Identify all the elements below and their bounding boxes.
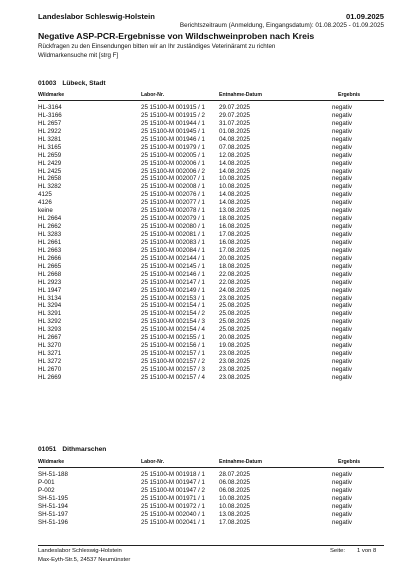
cell-ergebnis: negativ xyxy=(332,334,352,342)
table-row xyxy=(38,519,384,527)
cell-ergebnis: negativ xyxy=(332,143,352,151)
cell-entnahme-datum: 04.08.2025 xyxy=(219,135,250,143)
cell-entnahme-datum: 14.08.2025 xyxy=(219,199,250,207)
cell-wildmarke: HL 2661 xyxy=(38,238,62,246)
cell-wildmarke: HL 2668 xyxy=(38,270,62,278)
cell-wildmarke: HL 3134 xyxy=(38,294,62,302)
report-note: Rückfragen zu den Einsendungen bitten wir an Ihr zuständiges Veterinäramt zu richten xyxy=(38,43,276,50)
cell-labor-nr: 25 15100-M 002149 / 1 xyxy=(141,286,205,294)
cell-wildmarke: HL 2429 xyxy=(38,159,62,167)
cell-ergebnis: negativ xyxy=(332,254,352,262)
cell-entnahme-datum: 10.08.2025 xyxy=(219,494,250,502)
cell-labor-nr: 25 15100-M 002157 / 2 xyxy=(141,358,205,365)
table-row xyxy=(38,295,384,303)
table-row xyxy=(38,263,384,271)
cell-labor-nr: 25 15100-M 001946 / 1 xyxy=(141,135,205,143)
cell-entnahme-datum: 14.08.2025 xyxy=(219,191,250,199)
table-row xyxy=(38,104,384,112)
cell-ergebnis: negativ xyxy=(332,231,352,238)
cell-ergebnis: negativ xyxy=(332,191,352,199)
cell-entnahme-datum: 07.08.2025 xyxy=(219,143,250,151)
cell-entnahme-datum: 25.08.2025 xyxy=(219,302,250,310)
cell-ergebnis: negativ xyxy=(332,246,352,254)
cell-entnahme-datum: 28.07.2025 xyxy=(219,471,250,478)
cell-labor-nr: 25 15100-M 002006 / 1 xyxy=(141,159,205,167)
table-header xyxy=(38,91,384,101)
cell-labor-nr: 25 15100-M 002157 / 4 xyxy=(141,373,205,381)
cell-wildmarke: HL 2922 xyxy=(38,127,62,135)
table-row xyxy=(38,318,384,326)
cell-labor-nr: 25 15100-M 001944 / 1 xyxy=(141,119,205,127)
cell-entnahme-datum: 20.08.2025 xyxy=(219,254,250,262)
cell-labor-nr: 25 15100-M 002080 / 1 xyxy=(141,223,205,231)
cell-wildmarke: HL 2923 xyxy=(38,278,62,286)
table-row xyxy=(38,175,384,183)
cell-labor-nr: 25 15100-M 001918 / 1 xyxy=(141,471,205,478)
cell-labor-nr: 25 15100-M 002155 / 1 xyxy=(141,334,205,342)
table-row xyxy=(38,358,384,366)
cell-wildmarke: SH-51-196 xyxy=(38,518,68,526)
cell-wildmarke: HL-3166 xyxy=(38,111,62,119)
cell-entnahme-datum: 24.08.2025 xyxy=(219,286,250,294)
cell-labor-nr: 25 15100-M 002005 / 1 xyxy=(141,151,205,159)
cell-entnahme-datum: 14.08.2025 xyxy=(219,159,250,167)
cell-wildmarke: HL 3165 xyxy=(38,143,62,151)
cell-labor-nr: 25 15100-M 002147 / 1 xyxy=(141,278,205,286)
table-row xyxy=(38,112,384,120)
cell-ergebnis: negativ xyxy=(332,135,352,143)
cell-wildmarke: HL 3291 xyxy=(38,310,62,318)
cell-wildmarke: HL 2670 xyxy=(38,365,62,373)
table-row xyxy=(38,487,384,495)
cell-entnahme-datum: 10.08.2025 xyxy=(219,175,250,183)
cell-ergebnis: negativ xyxy=(332,518,352,526)
cell-ergebnis: negativ xyxy=(332,175,352,183)
cell-wildmarke: HL 2425 xyxy=(38,167,62,175)
cell-labor-nr: 25 15100-M 002157 / 3 xyxy=(141,365,205,373)
cell-ergebnis: negativ xyxy=(332,318,352,326)
cell-ergebnis: negativ xyxy=(332,486,352,494)
col-wildmarke: Wildmarke xyxy=(38,459,65,465)
cell-ergebnis: negativ xyxy=(332,167,352,175)
cell-wildmarke: HL 3294 xyxy=(38,302,62,310)
cell-wildmarke: SH-51-194 xyxy=(38,502,68,510)
cell-entnahme-datum: 25.08.2025 xyxy=(219,318,250,326)
section-code: 01051 xyxy=(38,446,57,453)
table-row xyxy=(38,350,384,358)
cell-labor-nr: 25 15100-M 002078 / 1 xyxy=(141,207,205,215)
footer-page-label: Seite: xyxy=(330,548,346,554)
table-row xyxy=(38,231,384,239)
cell-wildmarke: HL 2669 xyxy=(38,373,62,381)
cell-entnahme-datum: 25.08.2025 xyxy=(219,310,250,318)
cell-ergebnis: negativ xyxy=(332,510,352,518)
cell-wildmarke: SH-51-188 xyxy=(38,471,68,478)
cell-labor-nr: 25 15100-M 001947 / 2 xyxy=(141,486,205,494)
col-labor-nr: Labor-Nr. xyxy=(141,459,165,465)
cell-entnahme-datum: 10.08.2025 xyxy=(219,183,250,191)
cell-wildmarke: P-002 xyxy=(38,486,55,494)
table-row xyxy=(38,279,384,287)
cell-entnahme-datum: 22.08.2025 xyxy=(219,270,250,278)
table-row xyxy=(38,479,384,487)
table-row xyxy=(38,503,384,511)
table-row xyxy=(38,511,384,519)
header-lab-name: Landeslabor Schleswig-Holstein xyxy=(38,12,155,21)
table-row xyxy=(38,144,384,152)
cell-ergebnis: negativ xyxy=(332,262,352,270)
cell-entnahme-datum: 13.08.2025 xyxy=(219,207,250,215)
cell-wildmarke: 4125 xyxy=(38,191,52,199)
table-row xyxy=(38,374,384,382)
cell-wildmarke: HL 2666 xyxy=(38,254,62,262)
table-row xyxy=(38,495,384,503)
cell-labor-nr: 25 15100-M 001971 / 1 xyxy=(141,494,205,502)
cell-entnahme-datum: 29.07.2025 xyxy=(219,104,250,111)
cell-wildmarke: HL 3270 xyxy=(38,342,62,350)
cell-labor-nr: 25 15100-M 002083 / 1 xyxy=(141,238,205,246)
cell-labor-nr: 25 15100-M 002081 / 1 xyxy=(141,231,205,238)
cell-ergebnis: negativ xyxy=(332,159,352,167)
cell-entnahme-datum: 06.08.2025 xyxy=(219,478,250,486)
table-row xyxy=(38,302,384,310)
cell-labor-nr: 25 15100-M 001945 / 1 xyxy=(141,127,205,135)
table-row xyxy=(38,183,384,191)
table-row xyxy=(38,255,384,263)
cell-wildmarke: HL 2663 xyxy=(38,246,62,254)
cell-labor-nr: 25 15100-M 002040 / 1 xyxy=(141,510,205,518)
cell-wildmarke: HL 2657 xyxy=(38,119,62,127)
table-header xyxy=(38,458,384,468)
table-row xyxy=(38,136,384,144)
cell-entnahme-datum: 29.07.2025 xyxy=(219,111,250,119)
table-row xyxy=(38,223,384,231)
section-name: Dithmarschen xyxy=(62,446,107,453)
cell-labor-nr: 25 15100-M 002144 / 1 xyxy=(141,254,205,262)
cell-entnahme-datum: 25.08.2025 xyxy=(219,326,250,334)
cell-entnahme-datum: 23.08.2025 xyxy=(219,365,250,373)
cell-ergebnis: negativ xyxy=(332,286,352,294)
table-row xyxy=(38,239,384,247)
cell-labor-nr: 25 15100-M 001915 / 2 xyxy=(141,111,205,119)
cell-labor-nr: 25 15100-M 002154 / 2 xyxy=(141,310,205,318)
cell-labor-nr: 25 15100-M 002006 / 2 xyxy=(141,167,205,175)
cell-wildmarke: HL 3293 xyxy=(38,326,62,334)
footer-page-number: 1 von 8 xyxy=(357,548,377,554)
cell-wildmarke: keine xyxy=(38,207,53,215)
col-wildmarke: Wildmarke xyxy=(38,92,65,98)
cell-entnahme-datum: 17.08.2025 xyxy=(219,231,250,238)
col-entnahme-datum: Entnahme-Datum xyxy=(219,92,262,98)
cell-labor-nr: 25 15100-M 002076 / 1 xyxy=(141,191,205,199)
table-row xyxy=(38,334,384,342)
col-entnahme-datum: Entnahme-Datum xyxy=(219,459,262,465)
cell-labor-nr: 25 15100-M 002153 / 1 xyxy=(141,294,205,302)
col-ergebnis: Ergebnis xyxy=(338,459,361,465)
cell-ergebnis: negativ xyxy=(332,223,352,231)
cell-entnahme-datum: 23.08.2025 xyxy=(219,294,250,302)
cell-entnahme-datum: 19.08.2025 xyxy=(219,342,250,350)
table-row xyxy=(38,271,384,279)
cell-wildmarke: SH-51-195 xyxy=(38,494,68,502)
footer-address: Max-Eyth-Str.5, 24537 Neumünster xyxy=(38,557,131,563)
cell-entnahme-datum: 31.07.2025 xyxy=(219,119,250,127)
cell-labor-nr: 25 15100-M 002146 / 1 xyxy=(141,270,205,278)
cell-wildmarke: 4126 xyxy=(38,199,52,207)
cell-ergebnis: negativ xyxy=(332,104,352,111)
cell-wildmarke: HL-3164 xyxy=(38,104,62,111)
cell-labor-nr: 25 15100-M 002157 / 1 xyxy=(141,350,205,358)
cell-entnahme-datum: 01.08.2025 xyxy=(219,127,250,135)
cell-labor-nr: 25 15100-M 002156 / 1 xyxy=(141,342,205,350)
table-row xyxy=(38,247,384,255)
cell-ergebnis: negativ xyxy=(332,127,352,135)
cell-labor-nr: 25 15100-M 002041 / 1 xyxy=(141,518,205,526)
cell-labor-nr: 25 15100-M 001972 / 1 xyxy=(141,502,205,510)
cell-wildmarke: HL 2664 xyxy=(38,215,62,223)
table-row xyxy=(38,168,384,176)
cell-ergebnis: negativ xyxy=(332,373,352,381)
header-date: 01.09.2025 xyxy=(345,12,384,21)
cell-wildmarke: HL 1947 xyxy=(38,286,62,294)
table-body xyxy=(38,471,384,527)
cell-ergebnis: negativ xyxy=(332,310,352,318)
cell-entnahme-datum: 10.08.2025 xyxy=(219,502,250,510)
cell-entnahme-datum: 23.08.2025 xyxy=(219,350,250,358)
table-body xyxy=(38,104,384,382)
cell-labor-nr: 25 15100-M 002007 / 1 xyxy=(141,175,205,183)
cell-wildmarke: HL 3272 xyxy=(38,358,62,365)
cell-wildmarke: HL 2667 xyxy=(38,334,62,342)
cell-ergebnis: negativ xyxy=(332,215,352,223)
cell-entnahme-datum: 20.08.2025 xyxy=(219,334,250,342)
cell-wildmarke: HL 2665 xyxy=(38,262,62,270)
cell-wildmarke: HL 2662 xyxy=(38,223,62,231)
cell-wildmarke: HL 3281 xyxy=(38,135,62,143)
footer-lab-name: Landeslabor Schleswig-Holstein xyxy=(38,548,122,554)
cell-wildmarke: HL 2659 xyxy=(38,151,62,159)
table-row xyxy=(38,215,384,223)
cell-wildmarke: HL 2658 xyxy=(38,175,62,183)
cell-ergebnis: negativ xyxy=(332,326,352,334)
table-row xyxy=(38,287,384,295)
col-ergebnis: Ergebnis xyxy=(338,92,361,98)
table-row xyxy=(38,207,384,215)
table-row xyxy=(38,326,384,334)
cell-labor-nr: 25 15100-M 002077 / 1 xyxy=(141,199,205,207)
cell-wildmarke: SH-51-197 xyxy=(38,510,68,518)
cell-labor-nr: 25 15100-M 002154 / 4 xyxy=(141,326,205,334)
cell-ergebnis: negativ xyxy=(332,151,352,159)
cell-labor-nr: 25 15100-M 002008 / 1 xyxy=(141,183,205,191)
cell-entnahme-datum: 12.08.2025 xyxy=(219,151,250,159)
cell-ergebnis: negativ xyxy=(332,365,352,373)
cell-ergebnis: negativ xyxy=(332,183,352,191)
col-labor-nr: Labor-Nr. xyxy=(141,92,165,98)
cell-ergebnis: negativ xyxy=(332,199,352,207)
cell-ergebnis: negativ xyxy=(332,238,352,246)
header-period: Berichtszeitraum (Anmeldung, Eingangsdatum): 01.08.2025 - 01.09.2025 xyxy=(179,22,384,29)
cell-wildmarke: HL 3292 xyxy=(38,318,62,326)
cell-entnahme-datum: 22.08.2025 xyxy=(219,278,250,286)
cell-ergebnis: negativ xyxy=(332,358,352,365)
cell-ergebnis: negativ xyxy=(332,302,352,310)
cell-labor-nr: 25 15100-M 002145 / 1 xyxy=(141,262,205,270)
cell-ergebnis: negativ xyxy=(332,494,352,502)
section-code: 01003 xyxy=(38,80,57,87)
table-row xyxy=(38,160,384,168)
cell-entnahme-datum: 06.08.2025 xyxy=(219,486,250,494)
report-title: Negative ASP-PCR-Ergebnisse von Wildschweinproben nach Kreis xyxy=(38,31,315,41)
cell-labor-nr: 25 15100-M 002154 / 3 xyxy=(141,318,205,326)
table-row xyxy=(38,366,384,374)
cell-entnahme-datum: 23.08.2025 xyxy=(219,358,250,365)
section-title xyxy=(38,80,106,87)
table-row xyxy=(38,120,384,128)
cell-ergebnis: negativ xyxy=(332,111,352,119)
section-title xyxy=(38,446,106,453)
cell-labor-nr: 25 15100-M 002084 / 1 xyxy=(141,246,205,254)
search-hint: Wildmarkensuche mit [strg F] xyxy=(38,52,119,59)
cell-entnahme-datum: 18.08.2025 xyxy=(219,262,250,270)
cell-ergebnis: negativ xyxy=(332,294,352,302)
cell-ergebnis: negativ xyxy=(332,350,352,358)
cell-ergebnis: negativ xyxy=(332,478,352,486)
cell-entnahme-datum: 18.08.2025 xyxy=(219,215,250,223)
table-row xyxy=(38,471,384,479)
table-row xyxy=(38,152,384,160)
cell-ergebnis: negativ xyxy=(332,502,352,510)
table-row xyxy=(38,191,384,199)
cell-labor-nr: 25 15100-M 001915 / 1 xyxy=(141,104,205,111)
cell-wildmarke: HL 3283 xyxy=(38,231,62,238)
cell-wildmarke: HL 3282 xyxy=(38,183,62,191)
cell-ergebnis: negativ xyxy=(332,270,352,278)
table-row xyxy=(38,128,384,136)
cell-ergebnis: negativ xyxy=(332,342,352,350)
cell-entnahme-datum: 16.08.2025 xyxy=(219,223,250,231)
cell-wildmarke: HL 3271 xyxy=(38,350,62,358)
table-row xyxy=(38,199,384,207)
cell-entnahme-datum: 16.08.2025 xyxy=(219,238,250,246)
table-row xyxy=(38,310,384,318)
table-row xyxy=(38,342,384,350)
cell-entnahme-datum: 14.08.2025 xyxy=(219,167,250,175)
cell-entnahme-datum: 17.08.2025 xyxy=(219,246,250,254)
cell-entnahme-datum: 13.08.2025 xyxy=(219,510,250,518)
cell-entnahme-datum: 17.08.2025 xyxy=(219,518,250,526)
cell-labor-nr: 25 15100-M 002079 / 1 xyxy=(141,215,205,223)
cell-labor-nr: 25 15100-M 001979 / 1 xyxy=(141,143,205,151)
cell-ergebnis: negativ xyxy=(332,119,352,127)
cell-labor-nr: 25 15100-M 001947 / 1 xyxy=(141,478,205,486)
cell-ergebnis: negativ xyxy=(332,471,352,478)
footer-divider xyxy=(38,545,384,546)
cell-labor-nr: 25 15100-M 002154 / 1 xyxy=(141,302,205,310)
cell-wildmarke: P-001 xyxy=(38,478,55,486)
cell-ergebnis: negativ xyxy=(332,278,352,286)
cell-ergebnis: negativ xyxy=(332,207,352,215)
section-name: Lübeck, Stadt xyxy=(62,80,106,87)
cell-entnahme-datum: 23.08.2025 xyxy=(219,373,250,381)
